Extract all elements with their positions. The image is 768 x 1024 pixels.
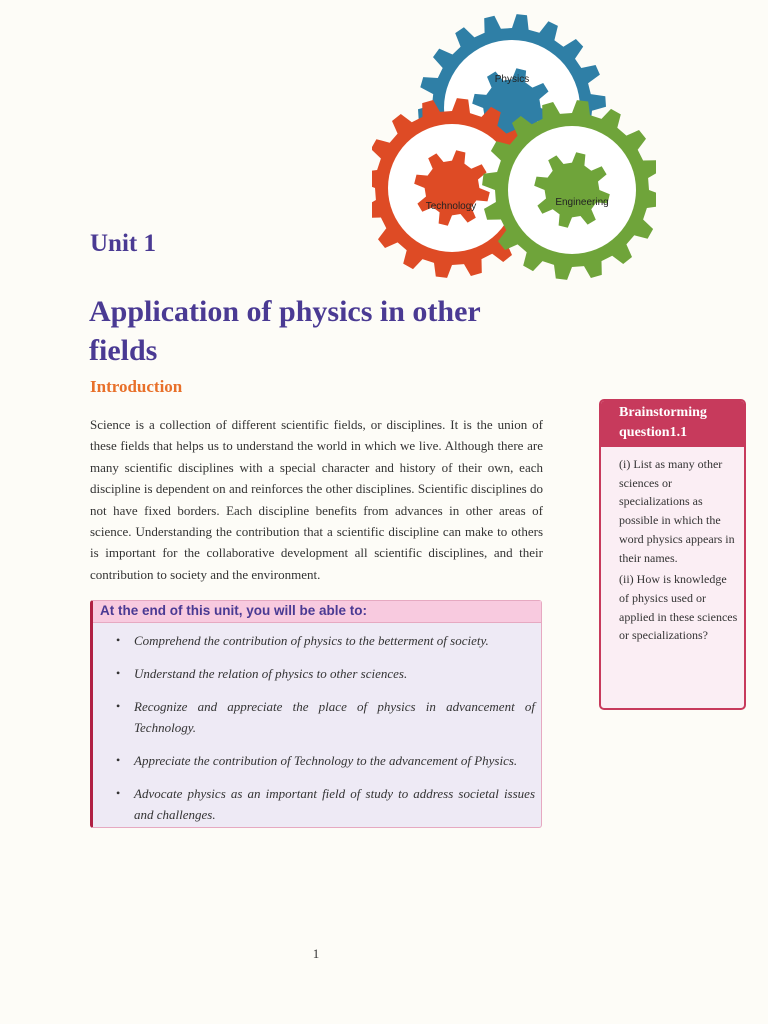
brainstorming-body (601, 447, 744, 645)
brainstorming-sidebar (599, 399, 746, 710)
gear-label-engineering: Engineering (555, 197, 609, 208)
chapter-title: Application of physics in other fields (89, 295, 481, 367)
gear-label-technology: Technology (425, 201, 477, 212)
bullet-icon: • (116, 786, 121, 800)
objective-item (116, 630, 535, 651)
objectives-header: At the end of this unit, you will be able to: (93, 601, 541, 623)
page-number: 1 (312, 946, 320, 961)
objective-item (116, 696, 535, 738)
brainstorming-question: (i) List as many other sciences or specializations as possible in which the word physics appears in their names. (619, 457, 735, 565)
section-heading-introduction: Introduction (90, 377, 183, 396)
objective-item (116, 750, 535, 771)
objective-text: Understand the relation of physics to other sciences. (134, 666, 408, 681)
physics-technology-engineering-gears-illustration (372, 8, 656, 284)
gear-label-physics: Physics (494, 74, 530, 85)
brainstorming-question: (ii) How is knowledge of physics used or applied in these sciences or specializations? (619, 572, 738, 643)
bullet-icon: • (116, 633, 121, 647)
objective-text: Appreciate the contribution of Technology to the advancement of Physics. (134, 753, 518, 768)
learning-objectives-box (90, 600, 542, 828)
objective-item (116, 663, 535, 684)
objective-item (116, 783, 535, 825)
unit-label: Unit 1 (90, 230, 156, 257)
objective-text: Recognize and appreciate the place of physics in advancement of Technology. (134, 699, 535, 735)
objectives-list (93, 623, 541, 825)
objective-text: Advocate physics as an important field of study to address societal issues and challenges. (134, 786, 535, 822)
bullet-icon: • (116, 666, 121, 680)
bullet-icon: • (116, 699, 121, 713)
objective-text: Comprehend the contribution of physics to the betterment of society. (134, 633, 489, 648)
intro-paragraph: Science is a collection of different scientific fields, or disciplines. It is the union of these fields that helps us to understand the world in which we live. Although there are many scientific disciplines with a special character and history of their own, each discipline is dependent on and reinforces the other disciplines. Scientific disciplines do not have fixed borders. Each discipline benefits from advances in other areas of science. Understanding the contribution that a scientific discipline can make to others is important for the collaborative development all scientific disciplines, and their contribution to society and the environment. (90, 417, 543, 582)
bullet-icon: • (116, 753, 121, 767)
brainstorming-title: Brainstorming question1.1 (601, 401, 744, 447)
